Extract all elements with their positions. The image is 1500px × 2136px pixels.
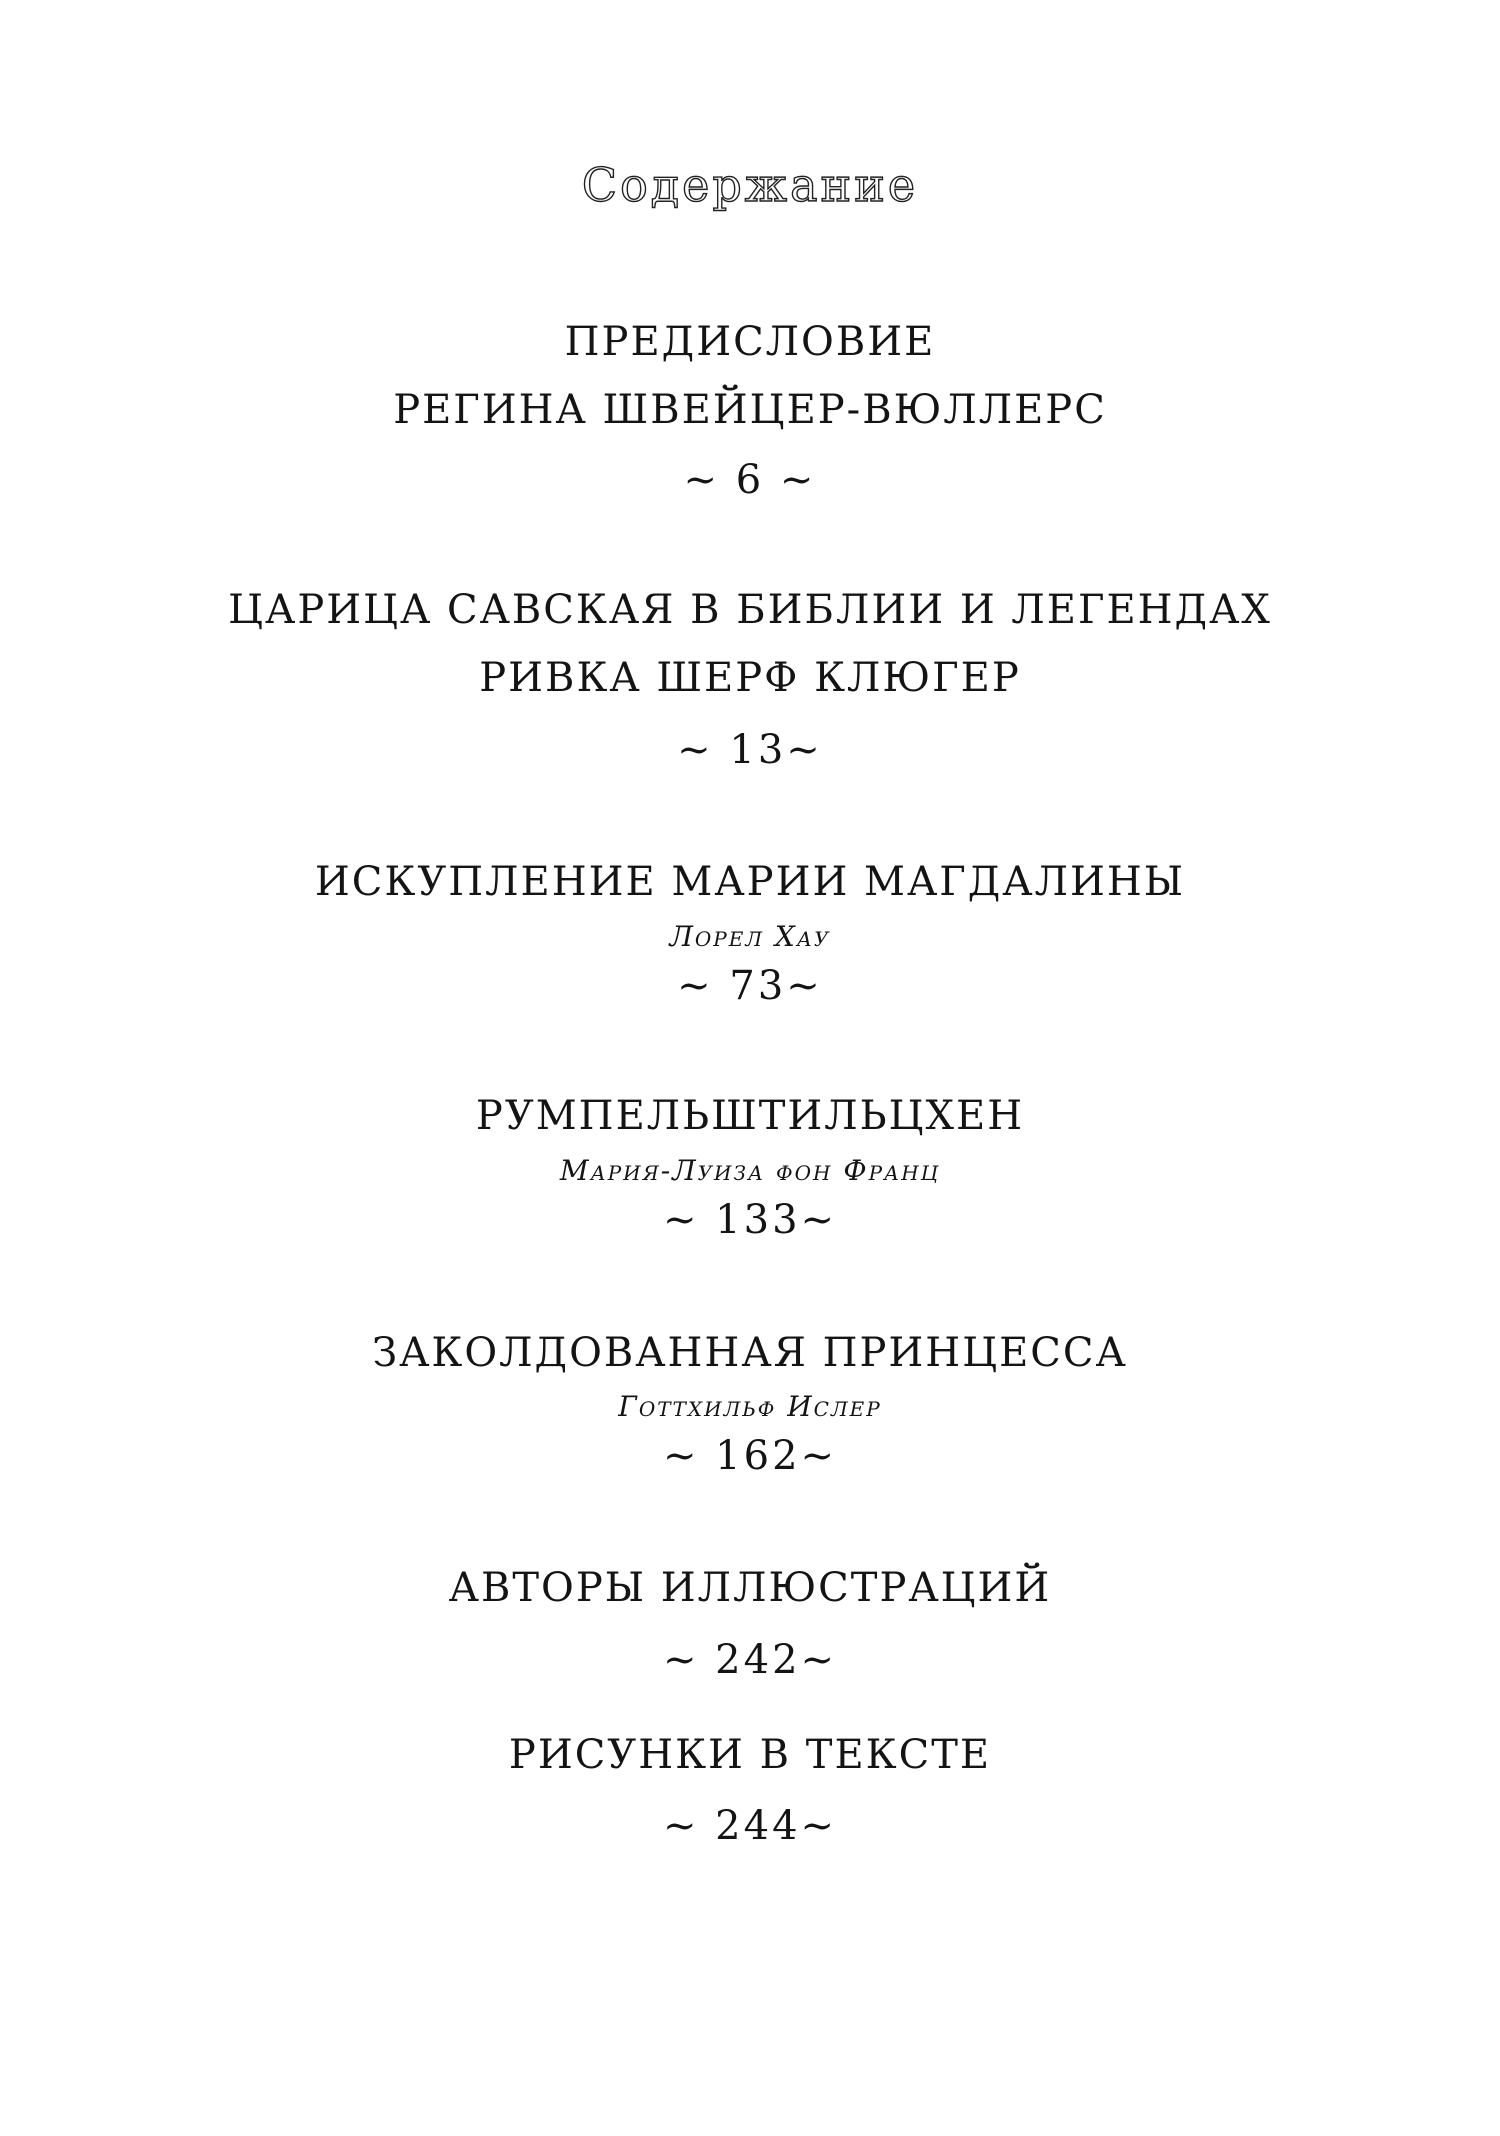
- entry-page-queen-of-sheba: ~ 13~: [677, 727, 823, 773]
- entry-title-illustration-authors: АВТОРЫ ИЛЛЮСТРАЦИЙ: [448, 1565, 1052, 1611]
- entry-author-queen-of-sheba: РИВКА ШЕРФ КЛЮГЕР: [479, 655, 1021, 701]
- entry-title-enchanted-princess: ЗАКОЛДОВАННАЯ ПРИНЦЕССА: [372, 1330, 1128, 1376]
- entry-page-figures-in-text: ~ 244~: [662, 1803, 838, 1849]
- entry-title-mary-magdalene: ИСКУПЛЕНИЕ МАРИИ МАГДАЛИНЫ: [314, 859, 1186, 905]
- entry-page-rumpelstiltskin: ~ 133~: [662, 1197, 838, 1243]
- entry-author-preface: РЕГИНА ШВЕЙЦЕР-ВЮЛЛЕРС: [393, 387, 1107, 433]
- entry-page-preface: ~ 6 ~: [683, 457, 817, 503]
- entry-title-figures-in-text: РИСУНКИ В ТЕКСТЕ: [508, 1732, 992, 1778]
- entry-title-preface: ПРЕДИСЛОВИЕ: [564, 319, 936, 365]
- entry-page-enchanted-princess: ~ 162~: [662, 1433, 838, 1479]
- entry-page-mary-magdalene: ~ 73~: [677, 963, 823, 1009]
- entry-title-rumpelstiltskin: РУМПЕЛЬШТИЛЬЦХЕН: [475, 1093, 1025, 1139]
- entry-author-rumpelstiltskin: Мария-Луиза фон Франц: [559, 1154, 941, 1187]
- entry-author-enchanted-princess: Готтхильф Ислер: [618, 1390, 882, 1423]
- entry-title-queen-of-sheba: ЦАРИЦА САВСКАЯ В БИБЛИИ И ЛЕГЕНДАХ: [228, 587, 1272, 633]
- entry-author-mary-magdalene: Лорел Хау: [669, 920, 831, 953]
- toc-heading: Содержание: [581, 158, 919, 212]
- entry-page-illustration-authors: ~ 242~: [662, 1637, 838, 1683]
